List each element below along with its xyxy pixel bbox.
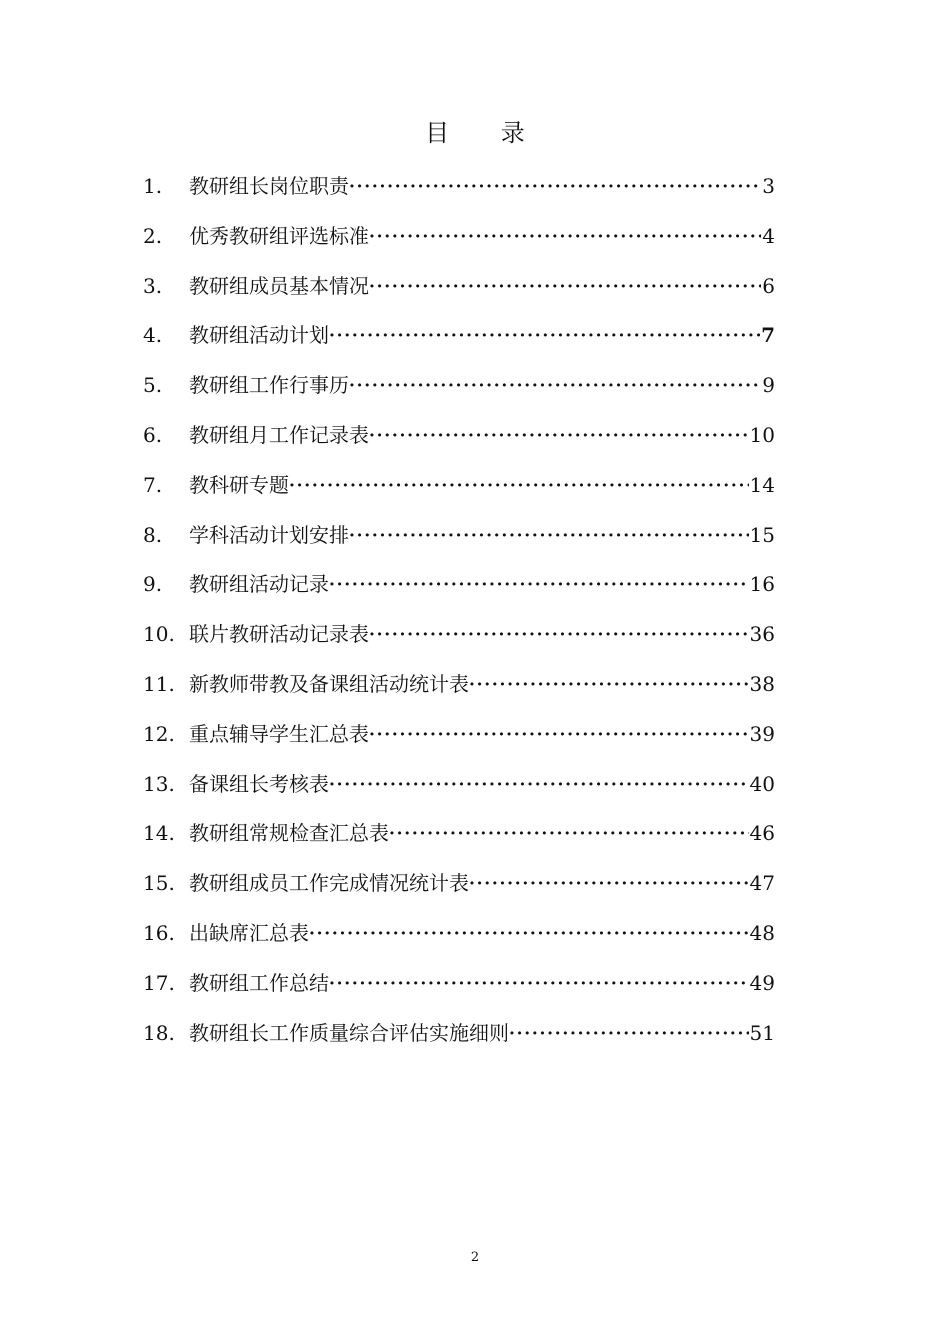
toc-entry-number: 14. <box>143 821 175 846</box>
toc-entry[interactable] <box>143 220 775 270</box>
toc-entry-page: 48 <box>749 920 775 945</box>
toc-entry-page: 40 <box>749 771 775 796</box>
toc-entry-number: 5. <box>143 373 163 398</box>
toc-entry[interactable] <box>143 1017 775 1067</box>
toc-entry-label: 教研组成员基本情况 <box>189 273 369 298</box>
toc-entry[interactable] <box>143 319 775 369</box>
toc-dot-leader <box>309 918 749 950</box>
toc-dot-leader <box>369 420 749 452</box>
toc-list <box>143 170 775 1066</box>
toc-entry-page: 4 <box>762 223 775 248</box>
toc-entry-number: 11. <box>143 671 175 696</box>
toc-entry[interactable] <box>143 270 775 320</box>
toc-entry-page: 36 <box>749 622 775 647</box>
toc-entry-label: 教研组工作行事历 <box>189 373 349 398</box>
toc-entry[interactable] <box>143 817 775 867</box>
toc-entry-label: 教研组成员工作完成情况统计表 <box>189 871 469 896</box>
toc-entry[interactable] <box>143 618 775 668</box>
toc-entry-page: 51 <box>749 1020 775 1045</box>
toc-title: 目 录 <box>425 119 547 147</box>
toc-entry-number: 3. <box>143 273 163 298</box>
toc-entry-label: 重点辅导学生汇总表 <box>189 721 369 746</box>
toc-dot-leader <box>369 221 761 253</box>
toc-dot-leader <box>349 520 749 552</box>
toc-entry-page: 7 <box>761 323 775 348</box>
toc-entry[interactable] <box>143 519 775 569</box>
toc-entry[interactable] <box>143 967 775 1017</box>
toc-entry-page: 47 <box>749 871 775 896</box>
toc-entry-label: 出缺席汇总表 <box>189 920 309 945</box>
toc-entry-number: 4. <box>143 323 163 348</box>
toc-dot-leader <box>329 569 749 601</box>
toc-dot-leader <box>369 619 749 651</box>
toc-entry-page: 3 <box>762 174 775 198</box>
toc-entry[interactable] <box>143 867 775 917</box>
toc-entry[interactable] <box>143 568 775 618</box>
toc-entry-label: 新教师带教及备课组活动统计表 <box>189 671 469 696</box>
toc-entry-page: 38 <box>749 671 775 696</box>
toc-entry-label: 联片教研活动记录表 <box>189 622 369 647</box>
toc-entry-number: 7. <box>143 472 163 497</box>
toc-entry-label: 教研组活动记录 <box>189 572 329 597</box>
toc-dot-leader <box>369 271 761 303</box>
toc-entry-label: 教研组常规检查汇总表 <box>189 821 389 846</box>
toc-entry-label: 教研组长工作质量综合评估实施细则 <box>189 1020 509 1045</box>
toc-entry-page: 9 <box>762 373 775 398</box>
toc-entry[interactable] <box>143 170 775 220</box>
toc-dot-leader <box>469 669 749 701</box>
toc-entry-page: 10 <box>749 422 775 447</box>
toc-dot-leader <box>349 171 761 203</box>
toc-dot-leader <box>329 320 760 352</box>
toc-entry-number: 10. <box>143 622 175 647</box>
toc-entry[interactable] <box>143 469 775 519</box>
toc-entry-number: 6. <box>143 422 163 447</box>
toc-entry-page: 46 <box>749 821 775 846</box>
toc-entry-label: 优秀教研组评选标准 <box>189 223 369 248</box>
toc-dot-leader <box>369 719 749 751</box>
toc-entry-page: 15 <box>749 522 775 547</box>
toc-entry-page: 14 <box>749 472 775 497</box>
toc-entry-page: 49 <box>749 970 775 995</box>
toc-entry-number: 9. <box>143 572 163 597</box>
toc-entry-number: 8. <box>143 522 163 547</box>
toc-entry-label: 学科活动计划安排 <box>189 522 349 547</box>
toc-entry[interactable] <box>143 419 775 469</box>
toc-dot-leader <box>469 868 749 900</box>
toc-entry[interactable] <box>143 369 775 419</box>
toc-dot-leader <box>349 370 761 402</box>
toc-entry-page: 16 <box>749 572 775 597</box>
page-number: 2 <box>470 1250 480 1265</box>
toc-entry-number: 17. <box>143 970 175 995</box>
toc-entry-label: 教研组月工作记录表 <box>189 422 369 447</box>
toc-entry-number: 13. <box>143 771 175 796</box>
toc-entry-page: 39 <box>749 721 775 746</box>
toc-entry-number: 12. <box>143 721 175 746</box>
toc-entry-label: 教科研专题 <box>189 472 289 497</box>
toc-entry-label: 教研组活动计划 <box>189 323 329 348</box>
toc-dot-leader <box>389 818 749 850</box>
toc-entry[interactable] <box>143 768 775 818</box>
toc-entry-label: 教研组长岗位职责 <box>189 174 349 198</box>
toc-entry[interactable] <box>143 917 775 967</box>
toc-dot-leader <box>329 769 749 801</box>
toc-entry[interactable] <box>143 668 775 718</box>
toc-entry-label: 教研组工作总结 <box>189 970 329 995</box>
toc-entry-number: 2. <box>143 223 163 248</box>
toc-entry-number: 16. <box>143 920 175 945</box>
toc-entry[interactable] <box>143 718 775 768</box>
toc-entry-number: 15. <box>143 871 175 896</box>
toc-entry-number: 18. <box>143 1020 175 1045</box>
toc-dot-leader <box>509 1018 749 1050</box>
toc-entry-label: 备课组长考核表 <box>189 771 329 796</box>
toc-entry-page: 6 <box>762 273 775 298</box>
toc-dot-leader <box>329 968 749 1000</box>
toc-entry-number: 1. <box>143 174 163 198</box>
toc-dot-leader <box>289 470 749 502</box>
